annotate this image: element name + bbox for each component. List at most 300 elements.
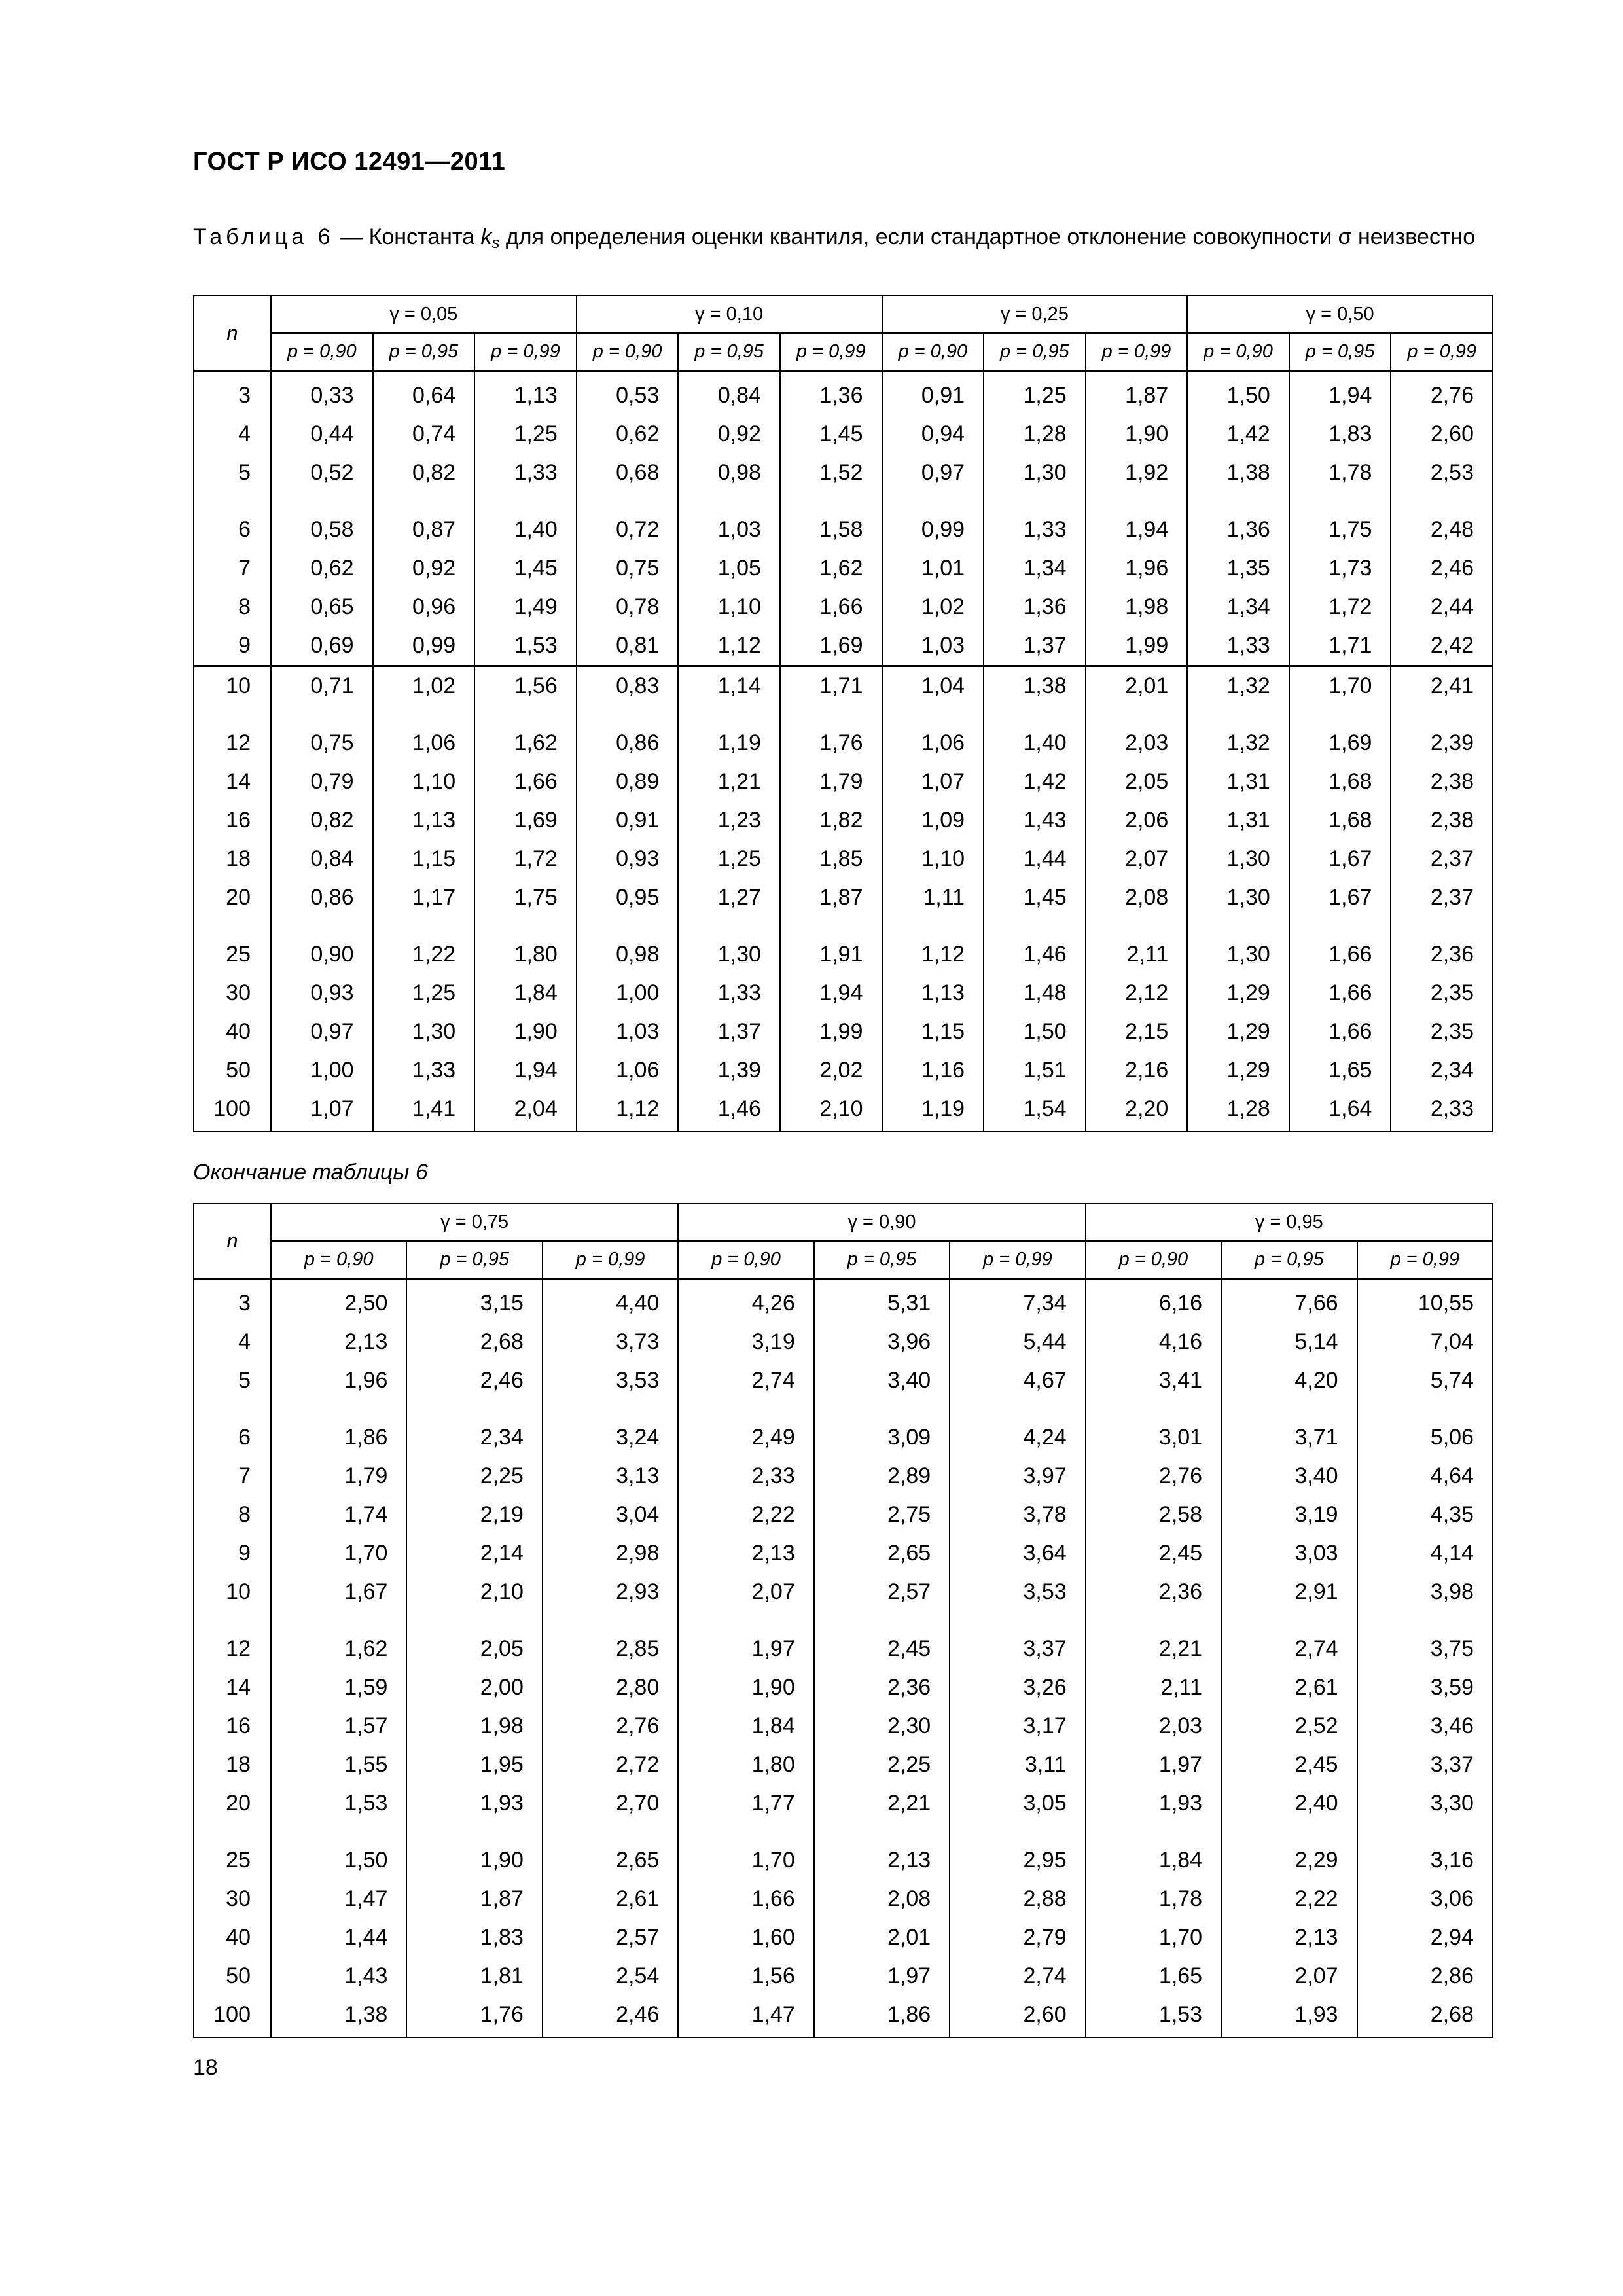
value-cell: 1,98 <box>1086 588 1188 626</box>
value-cell: 2,48 <box>1391 492 1493 549</box>
value-cell: 1,87 <box>1086 371 1188 415</box>
value-cell: 1,25 <box>984 371 1086 415</box>
value-cell: 0,53 <box>577 371 679 415</box>
value-cell: 2,76 <box>1086 1457 1221 1496</box>
column-header-gamma: γ = 0,90 <box>678 1204 1085 1241</box>
value-cell: 2,22 <box>1221 1880 1357 1918</box>
value-cell: 1,29 <box>1187 1013 1289 1051</box>
p-label: p = 0,95 <box>694 341 764 362</box>
value-cell: 0,99 <box>882 492 984 549</box>
row-n-cell: 7 <box>194 549 271 588</box>
value-cell: 0,64 <box>373 371 475 415</box>
value-cell: 1,30 <box>373 1013 475 1051</box>
value-cell: 1,11 <box>882 878 984 917</box>
value-cell: 2,10 <box>780 1090 882 1132</box>
value-cell: 4,16 <box>1086 1323 1221 1361</box>
value-cell: 3,19 <box>1221 1496 1357 1534</box>
value-cell: 1,70 <box>271 1534 406 1573</box>
table-row <box>194 1746 1493 1784</box>
value-cell: 1,07 <box>271 1090 373 1132</box>
value-cell: 7,04 <box>1357 1323 1493 1361</box>
value-cell: 4,20 <box>1221 1361 1357 1400</box>
value-cell: 1,33 <box>678 974 780 1013</box>
row-n-cell: 9 <box>194 1534 271 1573</box>
value-cell: 1,05 <box>678 549 780 588</box>
p-label: p = 0,99 <box>796 341 866 362</box>
p-label: p = 0,90 <box>304 1249 374 1270</box>
table-row <box>194 1957 1493 1996</box>
table-row <box>194 801 1493 840</box>
value-cell: 3,96 <box>814 1323 950 1361</box>
row-n-cell: 10 <box>194 1573 271 1611</box>
row-n-cell: 30 <box>194 974 271 1013</box>
column-header-p <box>1187 333 1289 371</box>
column-header-p <box>1357 1241 1493 1279</box>
p-label: p = 0,99 <box>575 1249 645 1270</box>
value-cell: 1,38 <box>1187 454 1289 492</box>
value-cell: 1,56 <box>678 1957 813 1996</box>
value-cell: 1,79 <box>271 1457 406 1496</box>
table-row <box>194 1823 1493 1880</box>
value-cell: 2,00 <box>406 1668 542 1707</box>
value-cell: 2,34 <box>1391 1051 1493 1090</box>
row-n-cell: 25 <box>194 917 271 974</box>
value-cell: 1,29 <box>1187 974 1289 1013</box>
value-cell: 0,92 <box>373 549 475 588</box>
value-cell: 2,37 <box>1391 878 1493 917</box>
value-cell: 1,32 <box>1187 706 1289 762</box>
value-cell: 6,16 <box>1086 1279 1221 1323</box>
value-cell: 2,07 <box>1221 1957 1357 1996</box>
value-cell: 2,76 <box>543 1707 678 1746</box>
value-cell: 0,81 <box>577 626 679 666</box>
row-n-cell: 16 <box>194 801 271 840</box>
value-cell: 2,94 <box>1357 1918 1493 1957</box>
value-cell: 1,22 <box>373 917 475 974</box>
value-cell: 4,64 <box>1357 1457 1493 1496</box>
value-cell: 3,24 <box>543 1400 678 1457</box>
value-cell: 2,42 <box>1391 626 1493 666</box>
value-cell: 1,64 <box>1289 1090 1391 1132</box>
value-cell: 0,44 <box>271 415 373 454</box>
p-label: p = 0,99 <box>491 341 560 362</box>
value-cell: 1,66 <box>474 762 577 801</box>
value-cell: 2,93 <box>543 1573 678 1611</box>
column-header-gamma: γ = 0,10 <box>577 296 882 333</box>
table-row <box>194 454 1493 492</box>
value-cell: 1,46 <box>678 1090 780 1132</box>
row-n-cell: 20 <box>194 878 271 917</box>
value-cell: 1,66 <box>1289 1013 1391 1051</box>
row-n-cell: 12 <box>194 706 271 762</box>
value-cell: 1,90 <box>406 1823 542 1880</box>
value-cell: 1,66 <box>678 1880 813 1918</box>
value-cell: 1,32 <box>1187 666 1289 706</box>
value-cell: 3,11 <box>950 1746 1085 1784</box>
value-cell: 1,02 <box>373 666 475 706</box>
value-cell: 0,58 <box>271 492 373 549</box>
value-cell: 0,87 <box>373 492 475 549</box>
value-cell: 0,93 <box>577 840 679 878</box>
value-cell: 2,03 <box>1086 1707 1221 1746</box>
value-cell: 1,93 <box>1086 1784 1221 1823</box>
value-cell: 3,01 <box>1086 1400 1221 1457</box>
value-cell: 1,33 <box>373 1051 475 1090</box>
value-cell: 2,19 <box>406 1496 542 1534</box>
value-cell: 2,60 <box>1391 415 1493 454</box>
value-cell: 1,06 <box>882 706 984 762</box>
value-cell: 3,71 <box>1221 1400 1357 1457</box>
value-cell: 1,97 <box>678 1611 813 1668</box>
value-cell: 1,80 <box>678 1746 813 1784</box>
value-cell: 1,49 <box>474 588 577 626</box>
value-cell: 1,36 <box>984 588 1086 626</box>
p-label: p = 0,90 <box>898 341 968 362</box>
value-cell: 5,44 <box>950 1323 1085 1361</box>
row-n-cell: 3 <box>194 371 271 415</box>
value-cell: 2,45 <box>1086 1534 1221 1573</box>
value-cell: 1,56 <box>474 666 577 706</box>
value-cell: 1,98 <box>406 1707 542 1746</box>
row-n-cell: 50 <box>194 1051 271 1090</box>
value-cell: 2,13 <box>814 1823 950 1880</box>
row-n-cell: 14 <box>194 1668 271 1707</box>
value-cell: 0,95 <box>577 878 679 917</box>
value-cell: 2,76 <box>1391 371 1493 415</box>
value-cell: 2,11 <box>1086 917 1188 974</box>
column-header-p <box>1221 1241 1357 1279</box>
value-cell: 1,77 <box>678 1784 813 1823</box>
value-cell: 1,12 <box>577 1090 679 1132</box>
column-header-gamma: γ = 0,75 <box>271 1204 678 1241</box>
column-header-gamma: γ = 0,95 <box>1086 1204 1493 1241</box>
value-cell: 4,14 <box>1357 1534 1493 1573</box>
value-cell: 1,42 <box>984 762 1086 801</box>
table-row <box>194 917 1493 974</box>
value-cell: 1,23 <box>678 801 780 840</box>
value-cell: 3,41 <box>1086 1361 1221 1400</box>
value-cell: 2,08 <box>814 1880 950 1918</box>
value-cell: 2,21 <box>814 1784 950 1823</box>
value-cell: 1,87 <box>406 1880 542 1918</box>
p-label: p = 0,95 <box>440 1249 509 1270</box>
table-row <box>194 1534 1493 1573</box>
table-row <box>194 371 1493 415</box>
value-cell: 3,75 <box>1357 1611 1493 1668</box>
column-header-n: n <box>194 296 271 371</box>
value-cell: 2,07 <box>1086 840 1188 878</box>
value-cell: 2,01 <box>814 1918 950 1957</box>
value-cell: 0,97 <box>882 454 984 492</box>
caption-symbol-sub: s <box>491 234 500 252</box>
row-n-cell: 40 <box>194 1918 271 1957</box>
value-cell: 1,90 <box>678 1668 813 1707</box>
value-cell: 1,28 <box>1187 1090 1289 1132</box>
row-n-cell: 16 <box>194 1707 271 1746</box>
value-cell: 0,86 <box>271 878 373 917</box>
value-cell: 0,94 <box>882 415 984 454</box>
value-cell: 2,74 <box>1221 1611 1357 1668</box>
value-cell: 3,53 <box>950 1573 1085 1611</box>
value-cell: 3,17 <box>950 1707 1085 1746</box>
value-cell: 1,96 <box>271 1361 406 1400</box>
row-n-cell: 18 <box>194 840 271 878</box>
column-header-gamma: γ = 0,50 <box>1187 296 1493 333</box>
p-label: p = 0,90 <box>287 341 357 362</box>
table-row <box>194 1013 1493 1051</box>
row-n-cell: 7 <box>194 1457 271 1496</box>
value-cell: 1,40 <box>474 492 577 549</box>
value-cell: 2,80 <box>543 1668 678 1707</box>
value-cell: 1,10 <box>678 588 780 626</box>
value-cell: 3,05 <box>950 1784 1085 1823</box>
value-cell: 1,70 <box>1289 666 1391 706</box>
value-cell: 2,49 <box>678 1400 813 1457</box>
value-cell: 2,05 <box>406 1611 542 1668</box>
table-row <box>194 626 1493 666</box>
row-n-cell: 20 <box>194 1784 271 1823</box>
value-cell: 3,46 <box>1357 1707 1493 1746</box>
value-cell: 2,30 <box>814 1707 950 1746</box>
value-cell: 1,83 <box>1289 415 1391 454</box>
value-cell: 1,42 <box>1187 415 1289 454</box>
value-cell: 1,27 <box>678 878 780 917</box>
column-header-p <box>678 333 780 371</box>
table-row <box>194 762 1493 801</box>
value-cell: 1,99 <box>1086 626 1188 666</box>
value-cell: 2,75 <box>814 1496 950 1534</box>
value-cell: 5,06 <box>1357 1400 1493 1457</box>
value-cell: 2,20 <box>1086 1090 1188 1132</box>
value-cell: 1,66 <box>1289 974 1391 1013</box>
value-cell: 1,78 <box>1289 454 1391 492</box>
table-row <box>194 588 1493 626</box>
value-cell: 2,01 <box>1086 666 1188 706</box>
table-row <box>194 492 1493 549</box>
value-cell: 3,37 <box>950 1611 1085 1668</box>
value-cell: 0,62 <box>577 415 679 454</box>
value-cell: 4,26 <box>678 1279 813 1323</box>
value-cell: 0,93 <box>271 974 373 1013</box>
value-cell: 1,50 <box>1187 371 1289 415</box>
value-cell: 1,21 <box>678 762 780 801</box>
value-cell: 1,94 <box>1289 371 1391 415</box>
value-cell: 2,60 <box>950 1996 1085 2037</box>
value-cell: 1,03 <box>678 492 780 549</box>
value-cell: 1,53 <box>1086 1996 1221 2037</box>
p-label: p = 0,90 <box>592 341 662 362</box>
column-header-p <box>780 333 882 371</box>
p-label: p = 0,90 <box>711 1249 781 1270</box>
value-cell: 2,68 <box>1357 1996 1493 2037</box>
value-cell: 1,16 <box>882 1051 984 1090</box>
header-row-p <box>194 333 1493 371</box>
value-cell: 1,69 <box>474 801 577 840</box>
value-cell: 1,54 <box>984 1090 1086 1132</box>
value-cell: 1,33 <box>474 454 577 492</box>
p-label: p = 0,95 <box>1305 341 1375 362</box>
value-cell: 2,54 <box>543 1957 678 1996</box>
value-cell: 0,75 <box>271 706 373 762</box>
value-cell: 1,85 <box>780 840 882 878</box>
value-cell: 2,52 <box>1221 1707 1357 1746</box>
row-n-cell: 40 <box>194 1013 271 1051</box>
value-cell: 3,19 <box>678 1323 813 1361</box>
value-cell: 1,44 <box>271 1918 406 1957</box>
value-cell: 1,65 <box>1289 1051 1391 1090</box>
column-header-p <box>543 1241 678 1279</box>
value-cell: 1,10 <box>882 840 984 878</box>
column-header-p <box>950 1241 1085 1279</box>
value-cell: 1,76 <box>406 1996 542 2037</box>
value-cell: 2,46 <box>543 1996 678 2037</box>
column-header-p <box>1289 333 1391 371</box>
value-cell: 1,80 <box>474 917 577 974</box>
value-cell: 1,44 <box>984 840 1086 878</box>
value-cell: 3,78 <box>950 1496 1085 1534</box>
value-cell: 1,45 <box>780 415 882 454</box>
value-cell: 2,65 <box>543 1823 678 1880</box>
value-cell: 1,14 <box>678 666 780 706</box>
value-cell: 1,06 <box>577 1051 679 1090</box>
value-cell: 0,79 <box>271 762 373 801</box>
value-cell: 1,28 <box>984 415 1086 454</box>
value-cell: 1,83 <box>406 1918 542 1957</box>
value-cell: 1,13 <box>474 371 577 415</box>
value-cell: 2,86 <box>1357 1957 1493 1996</box>
value-cell: 1,37 <box>984 626 1086 666</box>
value-cell: 1,00 <box>271 1051 373 1090</box>
value-cell: 2,57 <box>543 1918 678 1957</box>
column-header-p <box>406 1241 542 1279</box>
table-row <box>194 1996 1493 2037</box>
value-cell: 2,10 <box>406 1573 542 1611</box>
value-cell: 1,06 <box>373 706 475 762</box>
value-cell: 2,41 <box>1391 666 1493 706</box>
value-cell: 3,53 <box>543 1361 678 1400</box>
header-row-gamma <box>194 296 1493 333</box>
value-cell: 1,84 <box>678 1707 813 1746</box>
value-cell: 1,34 <box>1187 588 1289 626</box>
value-cell: 1,35 <box>1187 549 1289 588</box>
value-cell: 1,58 <box>780 492 882 549</box>
value-cell: 1,66 <box>780 588 882 626</box>
column-header-p <box>1391 333 1493 371</box>
value-cell: 3,98 <box>1357 1573 1493 1611</box>
value-cell: 2,40 <box>1221 1784 1357 1823</box>
value-cell: 0,91 <box>882 371 984 415</box>
value-cell: 1,10 <box>373 762 475 801</box>
value-cell: 1,79 <box>780 762 882 801</box>
value-cell: 0,69 <box>271 626 373 666</box>
value-cell: 1,91 <box>780 917 882 974</box>
value-cell: 1,01 <box>882 549 984 588</box>
row-n-cell: 5 <box>194 454 271 492</box>
value-cell: 0,71 <box>271 666 373 706</box>
value-cell: 2,34 <box>406 1400 542 1457</box>
value-cell: 1,55 <box>271 1746 406 1784</box>
value-cell: 1,97 <box>1086 1746 1221 1784</box>
value-cell: 0,82 <box>271 801 373 840</box>
value-cell: 1,43 <box>984 801 1086 840</box>
value-cell: 7,34 <box>950 1279 1085 1323</box>
value-cell: 0,78 <box>577 588 679 626</box>
value-cell: 0,96 <box>373 588 475 626</box>
table-6-part-2 <box>193 1203 1493 2038</box>
value-cell: 1,15 <box>882 1013 984 1051</box>
column-header-p <box>577 333 679 371</box>
value-cell: 1,12 <box>882 917 984 974</box>
value-cell: 1,71 <box>780 666 882 706</box>
value-cell: 5,14 <box>1221 1323 1357 1361</box>
value-cell: 2,15 <box>1086 1013 1188 1051</box>
value-cell: 2,70 <box>543 1784 678 1823</box>
value-cell: 1,03 <box>882 626 984 666</box>
table-row <box>194 1707 1493 1746</box>
value-cell: 0,83 <box>577 666 679 706</box>
table-row <box>194 840 1493 878</box>
value-cell: 2,58 <box>1086 1496 1221 1534</box>
value-cell: 1,03 <box>577 1013 679 1051</box>
value-cell: 1,36 <box>780 371 882 415</box>
value-cell: 2,14 <box>406 1534 542 1573</box>
value-cell: 1,53 <box>271 1784 406 1823</box>
value-cell: 2,53 <box>1391 454 1493 492</box>
value-cell: 0,75 <box>577 549 679 588</box>
value-cell: 2,12 <box>1086 974 1188 1013</box>
value-cell: 1,99 <box>780 1013 882 1051</box>
value-cell: 3,09 <box>814 1400 950 1457</box>
column-header-gamma: γ = 0,25 <box>882 296 1188 333</box>
table-6-part-1 <box>193 295 1493 1132</box>
value-cell: 2,45 <box>1221 1746 1357 1784</box>
value-cell: 1,60 <box>678 1918 813 1957</box>
value-cell: 1,53 <box>474 626 577 666</box>
table-row <box>194 1361 1493 1400</box>
value-cell: 1,41 <box>373 1090 475 1132</box>
value-cell: 0,52 <box>271 454 373 492</box>
value-cell: 0,65 <box>271 588 373 626</box>
value-cell: 5,74 <box>1357 1361 1493 1400</box>
column-header-p <box>1086 333 1188 371</box>
standard-header: ГОСТ Р ИСО 12491—2011 <box>193 148 506 175</box>
value-cell: 1,36 <box>1187 492 1289 549</box>
value-cell: 0,62 <box>271 549 373 588</box>
value-cell: 10,55 <box>1357 1279 1493 1323</box>
row-n-cell: 4 <box>194 1323 271 1361</box>
column-header-p <box>814 1241 950 1279</box>
value-cell: 1,67 <box>1289 878 1391 917</box>
value-cell: 0,98 <box>678 454 780 492</box>
value-cell: 2,72 <box>543 1746 678 1784</box>
value-cell: 1,59 <box>271 1668 406 1707</box>
value-cell: 2,79 <box>950 1918 1085 1957</box>
value-cell: 1,78 <box>1086 1880 1221 1918</box>
value-cell: 0,68 <box>577 454 679 492</box>
value-cell: 1,90 <box>474 1013 577 1051</box>
value-cell: 1,90 <box>1086 415 1188 454</box>
value-cell: 1,39 <box>678 1051 780 1090</box>
value-cell: 1,75 <box>474 878 577 917</box>
value-cell: 2,16 <box>1086 1051 1188 1090</box>
value-cell: 2,89 <box>814 1457 950 1496</box>
value-cell: 1,17 <box>373 878 475 917</box>
value-cell: 5,31 <box>814 1279 950 1323</box>
value-cell: 1,19 <box>882 1090 984 1132</box>
value-cell: 2,95 <box>950 1823 1085 1880</box>
value-cell: 2,74 <box>678 1361 813 1400</box>
value-cell: 1,13 <box>882 974 984 1013</box>
